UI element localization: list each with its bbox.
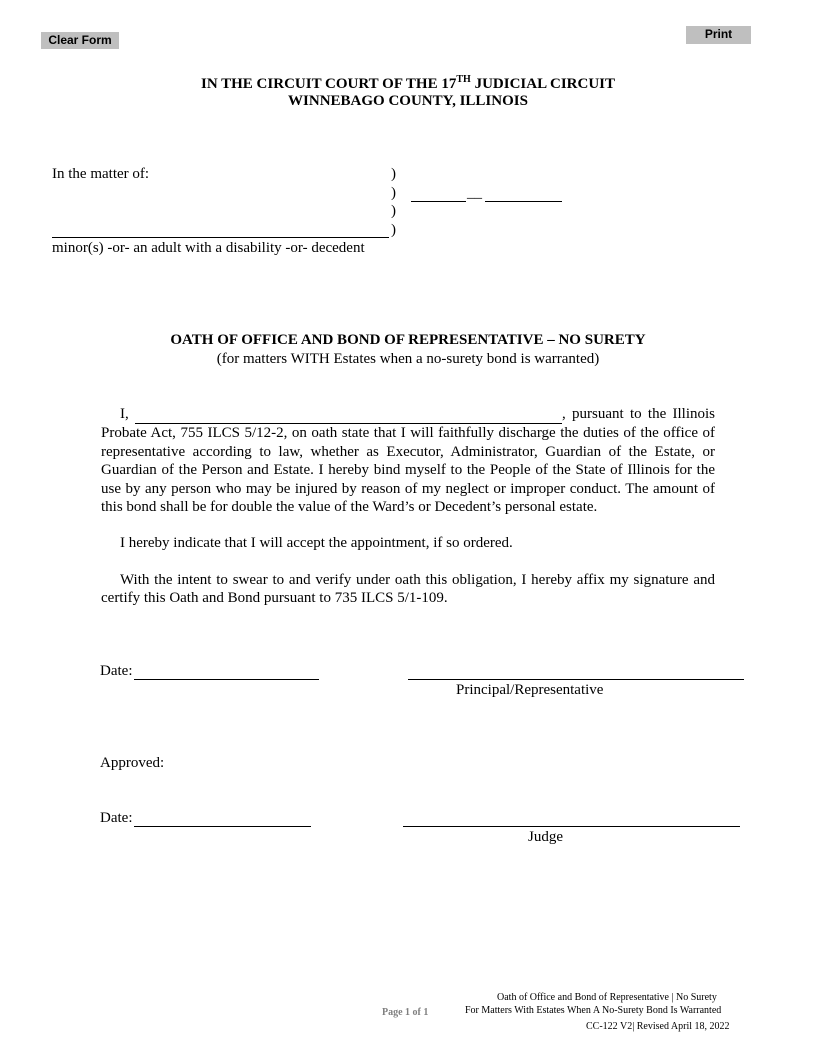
form-title: OATH OF OFFICE AND BOND OF REPRESENTATIVE – NO SURETY [170, 332, 646, 348]
footer-form-id [586, 1021, 730, 1032]
oath-text: , pursuant to the Illinois Probate Act, 755 ILCS 5/12-2, on oath state that I will faithfully discharge the duties of the office of representative according to law, whether as Executor, Administrator, Guardian of the Estate, or Guardian of the Person and Estate. I hereby bind myself to the People of the State of Illinois for the use by any person who may be injured by reason of my neglect or improper conduct. The amount of this bond shall be for double the value of the Ward’s or Decedent’s personal estate. [101, 406, 716, 516]
party-name-field[interactable] [52, 237, 389, 238]
case-number-separator: __ [467, 185, 482, 201]
caption-paren: ) [391, 222, 396, 238]
approved-label: Approved: [100, 755, 165, 771]
case-number-field-2[interactable] [485, 201, 562, 202]
footer-title-1: Oath of Office and Bond of Representative | No Surety [497, 992, 717, 1003]
case-number-field-1[interactable] [411, 201, 466, 202]
caption-paren: ) [391, 185, 396, 201]
form-subtitle: (for matters WITH Estates when a no-surety bond is warranted) [216, 351, 600, 367]
court-circuit: JUDICIAL CIRCUIT [470, 76, 616, 92]
judge-label: Judge [528, 829, 563, 845]
date-field[interactable] [134, 679, 319, 680]
judge-date-label: Date: [100, 810, 133, 826]
form-id: CC-122 V2 [586, 1021, 633, 1032]
court-heading-line1 [0, 74, 816, 93]
judge-date-field[interactable] [134, 826, 311, 827]
court-name: IN THE CIRCUIT COURT OF THE 17 [200, 76, 457, 92]
caption-paren: ) [391, 203, 396, 219]
certification-paragraph [101, 571, 715, 608]
print-button[interactable]: Print [686, 26, 751, 44]
in-matter-of-label: In the matter of: [52, 166, 150, 182]
footer-title-2: For Matters With Estates When A No-Surety Bond Is Warranted [465, 1005, 722, 1016]
acceptance-text: I hereby indicate that I will accept the appointment, if so ordered. [120, 535, 513, 551]
principal-label: Principal/Representative [456, 682, 604, 698]
ordinal-suffix: TH [456, 74, 471, 85]
caption-paren: ) [391, 166, 396, 182]
oath-intro: I, [120, 406, 129, 422]
page-number: Page 1 of 1 [382, 1007, 429, 1018]
date-label: Date: [100, 663, 133, 679]
certification-text: With the intent to swear to and verify under oath this obligation, I hereby affix my signature and certify this Oath and Bond pursuant to 735 ILCS 5/1-109. [101, 572, 715, 607]
clear-form-button[interactable]: Clear Form [41, 32, 119, 49]
principal-signature-line[interactable] [408, 679, 744, 680]
court-heading-line2: WINNEBAGO COUNTY, ILLINOIS [288, 93, 528, 109]
judge-signature-line[interactable] [403, 826, 740, 827]
acceptance-paragraph [101, 534, 715, 552]
oath-paragraph [101, 405, 715, 516]
representative-name-field[interactable] [135, 405, 562, 424]
party-description: minor(s) -or- an adult with a disability -or- decedent [52, 240, 365, 256]
revision-date: | Revised April 18, 2022 [632, 1021, 730, 1032]
